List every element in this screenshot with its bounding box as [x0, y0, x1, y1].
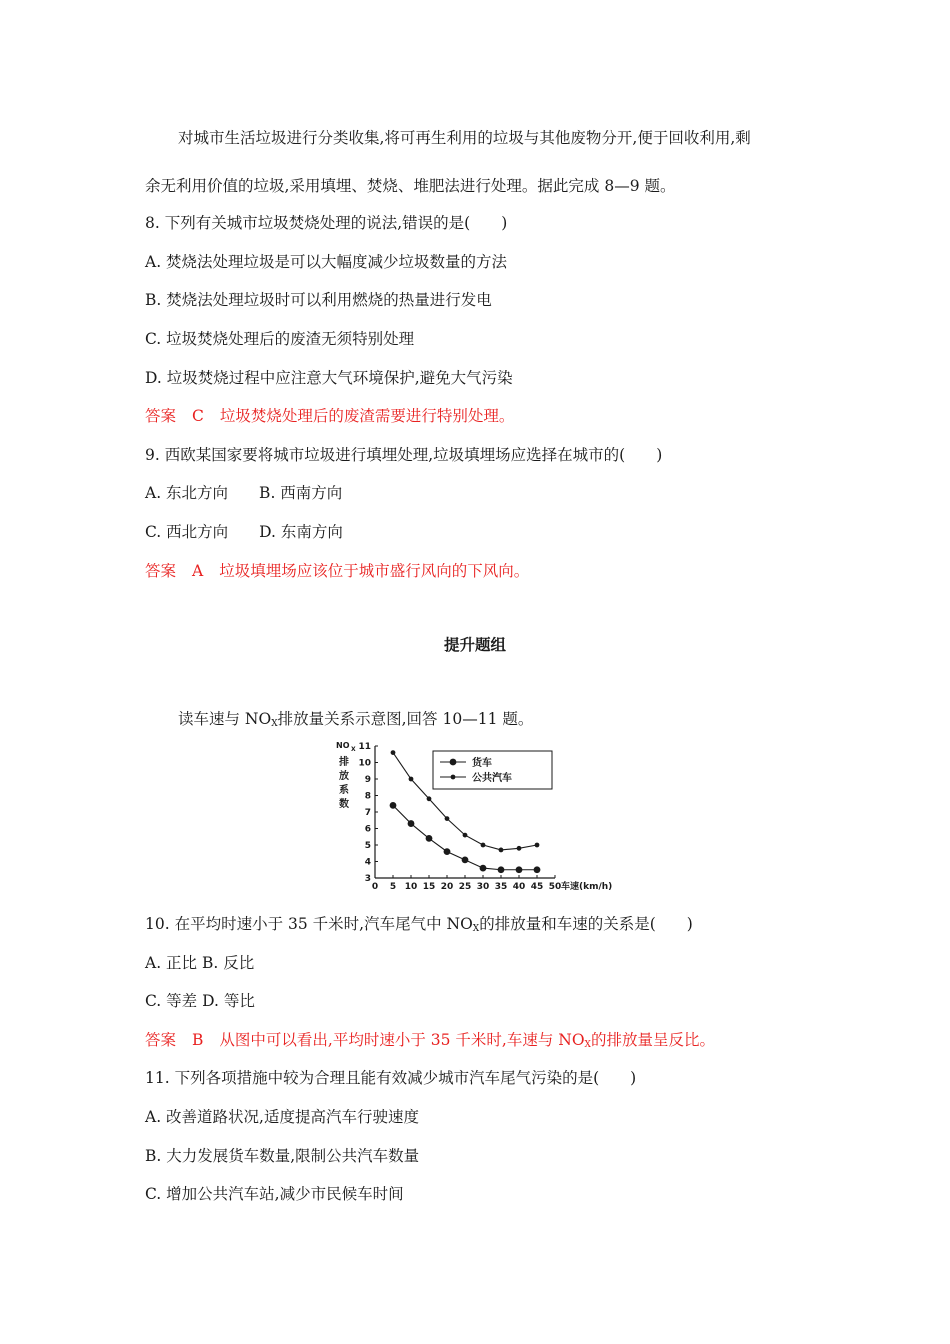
legend-label: 货车 [472, 758, 492, 769]
q11-stem: 11. 下列各项措施中较为合理且能有效减少城市汽车尾气污染的是( ) [145, 1069, 637, 1087]
q10-stem-post: 的排放量和车速的关系是( ) [479, 915, 693, 933]
x-tick-label: 0 [371, 882, 379, 892]
y-tick-label: 10 [358, 758, 371, 769]
y-axis-label-char: 排 [339, 757, 349, 768]
y-tick-label: 5 [364, 841, 371, 851]
x-axis-label: 车速(km/h) [561, 882, 613, 892]
y-tick-label: 9 [364, 775, 371, 785]
q10-stem [145, 914, 693, 939]
intro-line-2: 余无利用价值的垃圾,采用填埋、焚烧、堆肥法进行处理。据此完成 8—9 题。 [145, 177, 676, 195]
answer-letter: B [192, 1031, 204, 1049]
y-tick-label: 8 [364, 791, 371, 802]
answer-letter: A [192, 562, 204, 580]
data-point [409, 777, 414, 782]
x-tick-label: 10 [404, 882, 418, 892]
chart-y-label [336, 741, 356, 810]
q9-options-ab: A. 东北方向 B. 西南方向 [145, 484, 343, 502]
x-tick-label: 50 [548, 882, 562, 892]
q8-stem: 8. 下列有关城市垃圾焚烧处理的说法,错误的是( ) [145, 214, 508, 232]
q11-option-b: B. 大力发展货车数量,限制公共汽车数量 [145, 1147, 420, 1165]
q9-answer [145, 561, 529, 581]
answer-explanation-post: 的排放量呈反比。 [590, 1031, 715, 1049]
x-tick-label: 20 [440, 882, 454, 892]
answer-label: 答案 [145, 1031, 177, 1049]
y-axis-label-char: 放 [339, 771, 349, 782]
y-axis-label-sub: X [351, 746, 356, 753]
answer-explanation-sub: X [584, 1040, 591, 1050]
data-point [463, 833, 468, 838]
q10-options-cd: C. 等差 D. 等比 [145, 992, 255, 1010]
q8-option-a: A. 焚烧法处理垃圾是可以大幅度减少垃圾数量的方法 [145, 253, 508, 271]
data-point [427, 796, 432, 801]
x-tick-label: 25 [458, 882, 472, 892]
y-tick-label: 4 [364, 857, 371, 868]
data-point [444, 848, 451, 855]
chart-intro-pre: 读车速与 NO [178, 710, 272, 728]
data-point [535, 843, 540, 848]
y-axis-label-char: 系 [339, 785, 349, 796]
chart-legend [433, 751, 552, 789]
intro-line-1: 对城市生活垃圾进行分类收集,将可再生利用的垃圾与其他废物分开,便于回收利用,剩 [178, 129, 751, 147]
q10-answer [145, 1030, 715, 1055]
q8-answer [145, 406, 514, 426]
x-tick-label: 15 [422, 882, 436, 892]
chart-intro-sub: X [271, 719, 278, 729]
data-point [391, 750, 396, 755]
q10-stem-sub: X [472, 924, 480, 934]
legend-label: 公共汽车 [472, 773, 512, 784]
y-tick-label: 3 [364, 874, 371, 884]
data-point [534, 866, 541, 873]
data-point [516, 866, 523, 873]
q11-option-c: C. 增加公共汽车站,减少市民候车时间 [145, 1185, 404, 1203]
data-point [499, 848, 504, 853]
answer-letter: C [192, 407, 204, 425]
q8-option-b: B. 焚烧法处理垃圾时可以利用燃烧的热量进行发电 [145, 291, 492, 309]
x-tick-label: 35 [494, 882, 508, 892]
nox-speed-chart [330, 735, 630, 895]
data-point [445, 816, 450, 821]
answer-label: 答案 [145, 407, 177, 425]
data-point [462, 856, 469, 863]
data-point [498, 866, 505, 873]
q11-option-a: A. 改善道路状况,适度提高汽车行驶速度 [145, 1108, 419, 1126]
y-tick-label: 7 [364, 808, 371, 818]
y-axis-label-nox: NO [336, 741, 350, 750]
legend-marker [450, 759, 457, 766]
data-point [408, 820, 415, 827]
answer-explanation: 垃圾焚烧处理后的废渣需要进行特别处理。 [219, 407, 515, 425]
chart-intro [178, 709, 533, 734]
q9-options-cd: C. 西北方向 D. 东南方向 [145, 523, 343, 541]
x-tick-label: 40 [512, 882, 526, 892]
answer-explanation-pre: 从图中可以看出,平均时速小于 35 千米时,车速与 NO [219, 1031, 585, 1049]
q9-stem: 9. 西欧某国家要将城市垃圾进行填埋处理,垃圾填埋场应选择在城市的( ) [145, 446, 663, 464]
chart-intro-post: 排放量关系示意图,回答 10—11 题。 [277, 710, 534, 728]
q10-stem-pre: 10. 在平均时速小于 35 千米时,汽车尾气中 NO [145, 915, 473, 933]
data-point [517, 846, 522, 851]
legend-marker [451, 775, 456, 780]
data-point [480, 865, 487, 872]
answer-label: 答案 [145, 562, 177, 580]
q8-option-d: D. 垃圾焚烧过程中应注意大气环境保护,避免大气污染 [145, 369, 513, 387]
x-tick-label: 45 [530, 882, 544, 892]
q10-options-ab: A. 正比 B. 反比 [145, 954, 255, 972]
q8-option-c: C. 垃圾焚烧处理后的废渣无须特别处理 [145, 330, 415, 348]
section-title: 提升题组 [443, 635, 506, 654]
y-tick-label: 6 [364, 824, 371, 835]
data-point [426, 835, 433, 842]
data-point [481, 843, 486, 848]
y-axis-label-char: 数 [339, 799, 349, 810]
x-tick-label: 30 [476, 882, 490, 892]
x-tick-label: 5 [389, 882, 397, 892]
answer-explanation: 垃圾填埋场应该位于城市盛行风向的下风向。 [219, 562, 530, 580]
data-point [390, 802, 397, 809]
y-tick-label: 11 [358, 742, 371, 752]
